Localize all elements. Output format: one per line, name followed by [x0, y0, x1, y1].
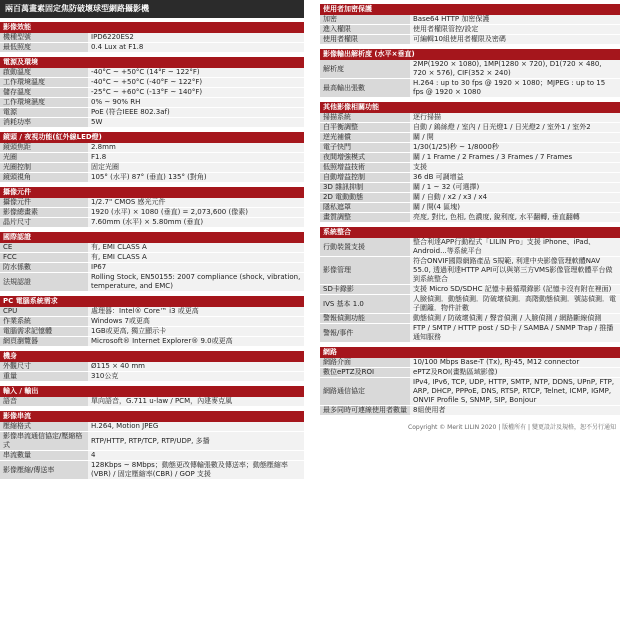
section-heading: 影像串流: [0, 411, 304, 422]
spec-value: Base64 HTTP 加密保護: [410, 15, 620, 24]
spec-row: [320, 378, 620, 406]
spec-section: [320, 227, 620, 343]
spec-row: [0, 461, 304, 480]
spec-row: [0, 337, 304, 347]
spec-row: [320, 35, 620, 45]
spec-row: [320, 163, 620, 173]
spec-row: [0, 317, 304, 327]
spec-value: 動態偵測 / 防破壞偵測 / 聲音偵測 / 人臉偵測 / 網路斷線偵測: [410, 314, 620, 323]
spec-value: -25°C ~ +60°C (-13°F ~ 140°F): [88, 88, 304, 97]
spec-value: IPD6220ES2: [88, 33, 304, 42]
spec-row: [320, 25, 620, 35]
spec-label: 逆光補償: [320, 133, 410, 142]
spec-value: 逐行掃描: [410, 113, 620, 122]
spec-label: CPU: [0, 307, 88, 316]
spec-value: 128Kbps ~ 8Mbps；動態更改傳輸張數及傳送率；動態壓縮率(VBR) / 固定壓縮率(CBR) / GOP 支援: [88, 461, 304, 479]
right-column: [320, 0, 620, 431]
spec-row: [320, 285, 620, 295]
spec-label: 光圈控制: [0, 163, 88, 172]
spec-label: 行動裝置支援: [320, 238, 410, 256]
spec-row: [0, 163, 304, 173]
spec-value: IPv4, IPv6, TCP, UDP, HTTP, SMTP, NTP, DDNS, UPnP, FTP, ARP, DHCP, PPPoE, DNS, RTSP, RTCP, Telnet, ICMP, IGMP, ONVIF Profile S, SNMP, SIP, Bonjour: [410, 378, 620, 405]
spec-value: 支援: [410, 163, 620, 172]
spec-row: [0, 153, 304, 163]
spec-label: 光圈: [0, 153, 88, 162]
spec-label: 警報/事件: [320, 324, 410, 342]
spec-row: [320, 173, 620, 183]
spec-row: [0, 218, 304, 228]
section-heading: PC 電腦系統需求: [0, 296, 304, 307]
spec-row: [320, 123, 620, 133]
spec-label: 消耗功率: [0, 118, 88, 127]
spec-value: 10/100 Mbps Base-T (Tx), RJ-45, M12 connector: [410, 358, 620, 367]
spec-section: [320, 49, 620, 98]
spec-value: 1920 (水平) × 1080 (垂直) = 2,073,600 (像素): [88, 208, 304, 217]
spec-row: [0, 397, 304, 407]
spec-label: 作業系統: [0, 317, 88, 326]
section-heading: 電源及環境: [0, 57, 304, 68]
spec-label: 語音: [0, 397, 88, 406]
spec-label: 最多同時可連線使用者數量: [320, 406, 410, 415]
spec-value: 人臉偵測．動態偵測．防破壞偵測．高階動態偵測．號誌偵測．電子圍籬．物件計數: [410, 295, 620, 313]
spec-label: 晶片尺寸: [0, 218, 88, 227]
spec-label: 網頁瀏覽器: [0, 337, 88, 346]
right-sections: [320, 4, 620, 416]
spec-row: [0, 173, 304, 183]
spec-label: FCC: [0, 253, 88, 262]
spec-section: [320, 347, 620, 416]
spec-row: [0, 263, 304, 273]
spec-value: 8組使用者: [410, 406, 620, 415]
section-heading: 輸入 / 輸出: [0, 386, 304, 397]
spec-label: 壓縮格式: [0, 422, 88, 431]
spec-row: [0, 372, 304, 382]
spec-label: CE: [0, 243, 88, 252]
document-title: 兩百萬畫素固定焦防破壞球型網路攝影機: [0, 0, 304, 18]
spec-label: 工作環境濕度: [0, 98, 88, 107]
spec-value: 5W: [88, 118, 304, 127]
spec-label: 最高輸出張數: [320, 79, 410, 97]
section-heading: 影像效能: [0, 22, 304, 33]
spec-section: [0, 232, 304, 292]
spec-row: [0, 143, 304, 153]
spec-label: 攝像元件: [0, 198, 88, 207]
spec-row: [0, 198, 304, 208]
spec-value: RTP/HTTP, RTP/TCP, RTP/UDP, 多播: [88, 432, 304, 450]
spec-row: [0, 78, 304, 88]
spec-label: SD卡錄影: [320, 285, 410, 294]
spec-row: [0, 243, 304, 253]
section-heading: 其他影像相關功能: [320, 102, 620, 113]
spec-label: 法規認證: [0, 273, 88, 291]
spec-label: IVS 基本 1.0: [320, 295, 410, 313]
spec-value: Rolling Stock, EN50155: 2007 compliance (shock, vibration, temperature, and EMC): [88, 273, 304, 291]
spec-section: [0, 296, 304, 347]
spec-section: [0, 187, 304, 228]
spec-value: ePTZ及ROI(畫點區域影像): [410, 368, 620, 377]
spec-label: 夜間增強模式: [320, 153, 410, 162]
spec-value: 關 / 自動 / x2 / x3 / x4: [410, 193, 620, 202]
spec-row: [0, 307, 304, 317]
spec-row: [320, 406, 620, 416]
spec-label: 自動增益控制: [320, 173, 410, 182]
left-sections: [0, 22, 304, 480]
spec-value: 1/2.7" CMOS 感光元件: [88, 198, 304, 207]
spec-value: 1GB或更高, 獨立顯示卡: [88, 327, 304, 336]
spec-value: Ø115 × 40 mm: [88, 362, 304, 371]
spec-value: 310公克: [88, 372, 304, 381]
spec-row: [0, 253, 304, 263]
spec-value: H.264, Motion JPEG: [88, 422, 304, 431]
spec-value: 4: [88, 451, 304, 460]
spec-label: 電腦需求記憶體: [0, 327, 88, 336]
spec-value: IP67: [88, 263, 304, 272]
spec-value: 有, EMI CLASS A: [88, 243, 304, 252]
spec-value: 使用者權限管控/設定: [410, 25, 620, 34]
spec-row: [320, 193, 620, 203]
spec-value: H.264 : up to 30 fps @ 1920 × 1080；MJPEG : up to 15 fps @ 1920 × 1080: [410, 79, 620, 97]
spec-row: [0, 273, 304, 292]
spec-value: 0.4 Lux at F1.8: [88, 43, 304, 52]
spec-row: [0, 33, 304, 43]
spec-row: [0, 432, 304, 451]
spec-value: -40°C ~ +50°C (14°F ~ 122°F): [88, 68, 304, 77]
spec-row: [320, 79, 620, 98]
spec-value: 單向語音，G.711 u-law / PCM，內建麥克風: [88, 397, 304, 406]
spec-section: [0, 386, 304, 407]
section-heading: 使用者加密保護: [320, 4, 620, 15]
spec-label: 串流數量: [0, 451, 88, 460]
spec-row: [320, 153, 620, 163]
spec-value: 關 / 開: [410, 133, 620, 142]
spec-label: 白平衡調整: [320, 123, 410, 132]
spec-row: [320, 257, 620, 285]
spec-row: [320, 314, 620, 324]
spec-row: [320, 143, 620, 153]
spec-label: 機種型號: [0, 33, 88, 42]
spec-row: [0, 118, 304, 128]
spec-label: 儲存溫度: [0, 88, 88, 97]
spec-value: 自動 / 鎢絲燈 / 室內 / 日光燈1 / 日光燈2 / 室外1 / 室外2: [410, 123, 620, 132]
spec-value: 有, EMI CLASS A: [88, 253, 304, 262]
spec-section: [0, 411, 304, 480]
spec-section: [0, 22, 304, 53]
spec-row: [320, 183, 620, 193]
spec-label: 掃描系統: [320, 113, 410, 122]
spec-row: [320, 295, 620, 314]
spec-value: 7.60mm (水平) × 5.80mm (垂直): [88, 218, 304, 227]
spec-label: 重量: [0, 372, 88, 381]
spec-label: 進入權限: [320, 25, 410, 34]
section-heading: 系統整合: [320, 227, 620, 238]
spec-value: 處理器：Intel® Core™ i3 或更高: [88, 307, 304, 316]
spec-label: 警報偵測功能: [320, 314, 410, 323]
spec-label: 網路介面: [320, 358, 410, 367]
spec-value: FTP / SMTP / HTTP post / SD卡 / SAMBA / SNMP Trap / 推播通知服務: [410, 324, 620, 342]
spec-label: 電源: [0, 108, 88, 117]
spec-value: 支援 Micro SD/SDHC 記憶卡最循環錄影 (記憶卡沒有附在裡面): [410, 285, 620, 294]
spec-label: 3D 雜訊抑制: [320, 183, 410, 192]
copyright: Copyright © Merit LILIN 2020 | 版權所有 | 變更設計及規格，恕不另行通知: [408, 424, 616, 431]
section-heading: 國際認證: [0, 232, 304, 243]
spec-row: [0, 108, 304, 118]
spec-label: 數位ePTZ及ROI: [320, 368, 410, 377]
spec-label: 外觀尺寸: [0, 362, 88, 371]
spec-value: 符合ONVIF國際網路產品 S規範, 利達中央影像管理軟體NAV 55.0, 透過利達HTTP API可以與第三方VMS影像管理軟體平台做到系統整合: [410, 257, 620, 284]
spec-value: 2MP(1920 × 1080), 1MP(1280 × 720), D1(720 × 480, 720 × 576), CIF(352 × 240): [410, 60, 620, 78]
spec-value: 可編輯10組使用者權限及密碼: [410, 35, 620, 44]
spec-label: 畫質調整: [320, 213, 410, 222]
spec-section: [320, 102, 620, 223]
spec-row: [0, 327, 304, 337]
spec-label: 影像總畫素: [0, 208, 88, 217]
section-heading: 影像輸出解析度 (水平×垂直): [320, 49, 620, 60]
section-heading: 機身: [0, 351, 304, 362]
spec-value: 關 / 1 Frame / 2 Frames / 3 Frames / 7 Frames: [410, 153, 620, 162]
section-heading: 攝像元件: [0, 187, 304, 198]
spec-value: 整合利達APP行動程式「LILIN Pro」支援 iPhone、iPad、Android...等系統平台: [410, 238, 620, 256]
spec-row: [0, 451, 304, 461]
spec-value: 固定光圈: [88, 163, 304, 172]
spec-section: [320, 4, 620, 45]
spec-label: 鏡頭視角: [0, 173, 88, 182]
spec-label: 影像壓縮/傳送率: [0, 461, 88, 479]
spec-label: 解析度: [320, 60, 410, 78]
spec-section: [0, 132, 304, 183]
spec-value: 105° (水平) 87° (垂直) 135° (對角): [88, 173, 304, 182]
spec-value: 2.8mm: [88, 143, 304, 152]
spec-row: [0, 98, 304, 108]
spec-value: 關 / 開(4 區塊): [410, 203, 620, 212]
spec-row: [320, 15, 620, 25]
spec-label: 加密: [320, 15, 410, 24]
spec-value: PoE (符合IEEE 802.3af): [88, 108, 304, 117]
spec-label: 低照增益技術: [320, 163, 410, 172]
left-column: [0, 0, 304, 480]
spec-label: 電子快門: [320, 143, 410, 152]
spec-row: [320, 238, 620, 257]
section-heading: 網路: [320, 347, 620, 358]
spec-row: [320, 203, 620, 213]
spec-label: 影像管理: [320, 257, 410, 284]
spec-row: [320, 324, 620, 343]
spec-value: F1.8: [88, 153, 304, 162]
spec-label: 隱私遮罩: [320, 203, 410, 212]
spec-value: Windows 7或更高: [88, 317, 304, 326]
spec-label: 工作環境溫度: [0, 78, 88, 87]
spec-value: 關 / 1 ~ 32 (可選擇): [410, 183, 620, 192]
spec-label: 防水係數: [0, 263, 88, 272]
spec-row: [0, 88, 304, 98]
spec-section: [0, 57, 304, 128]
section-heading: 鏡頭 / 夜視功能(紅外線LED燈): [0, 132, 304, 143]
spec-label: 啟動溫度: [0, 68, 88, 77]
spec-label: 鏡頭焦距: [0, 143, 88, 152]
spec-value: -40°C ~ +50°C (-40°F ~ 122°F): [88, 78, 304, 87]
spec-row: [320, 60, 620, 79]
spec-value: 36 dB 可調增益: [410, 173, 620, 182]
spec-row: [320, 358, 620, 368]
spec-value: Microsoft® Internet Explorer® 9.0或更高: [88, 337, 304, 346]
spec-row: [320, 133, 620, 143]
spec-value: 亮度, 對比, 色相, 色濃度, 銳利度, 水平翻轉, 垂直翻轉: [410, 213, 620, 222]
spec-value: 0% ~ 90% RH: [88, 98, 304, 107]
spec-row: [320, 368, 620, 378]
spec-label: 最低照度: [0, 43, 88, 52]
spec-row: [320, 213, 620, 223]
spec-value: 1/30(1/25)秒 ~ 1/8000秒: [410, 143, 620, 152]
spec-label: 影像串流通信協定/壓縮格式: [0, 432, 88, 450]
spec-row: [0, 43, 304, 53]
spec-label: 使用者權限: [320, 35, 410, 44]
spec-row: [0, 422, 304, 432]
spec-section: [0, 351, 304, 382]
spec-label: 網路通信協定: [320, 378, 410, 405]
spec-row: [0, 362, 304, 372]
spec-row: [0, 68, 304, 78]
spec-label: 2D 電動動態: [320, 193, 410, 202]
spec-row: [0, 208, 304, 218]
spec-row: [320, 113, 620, 123]
